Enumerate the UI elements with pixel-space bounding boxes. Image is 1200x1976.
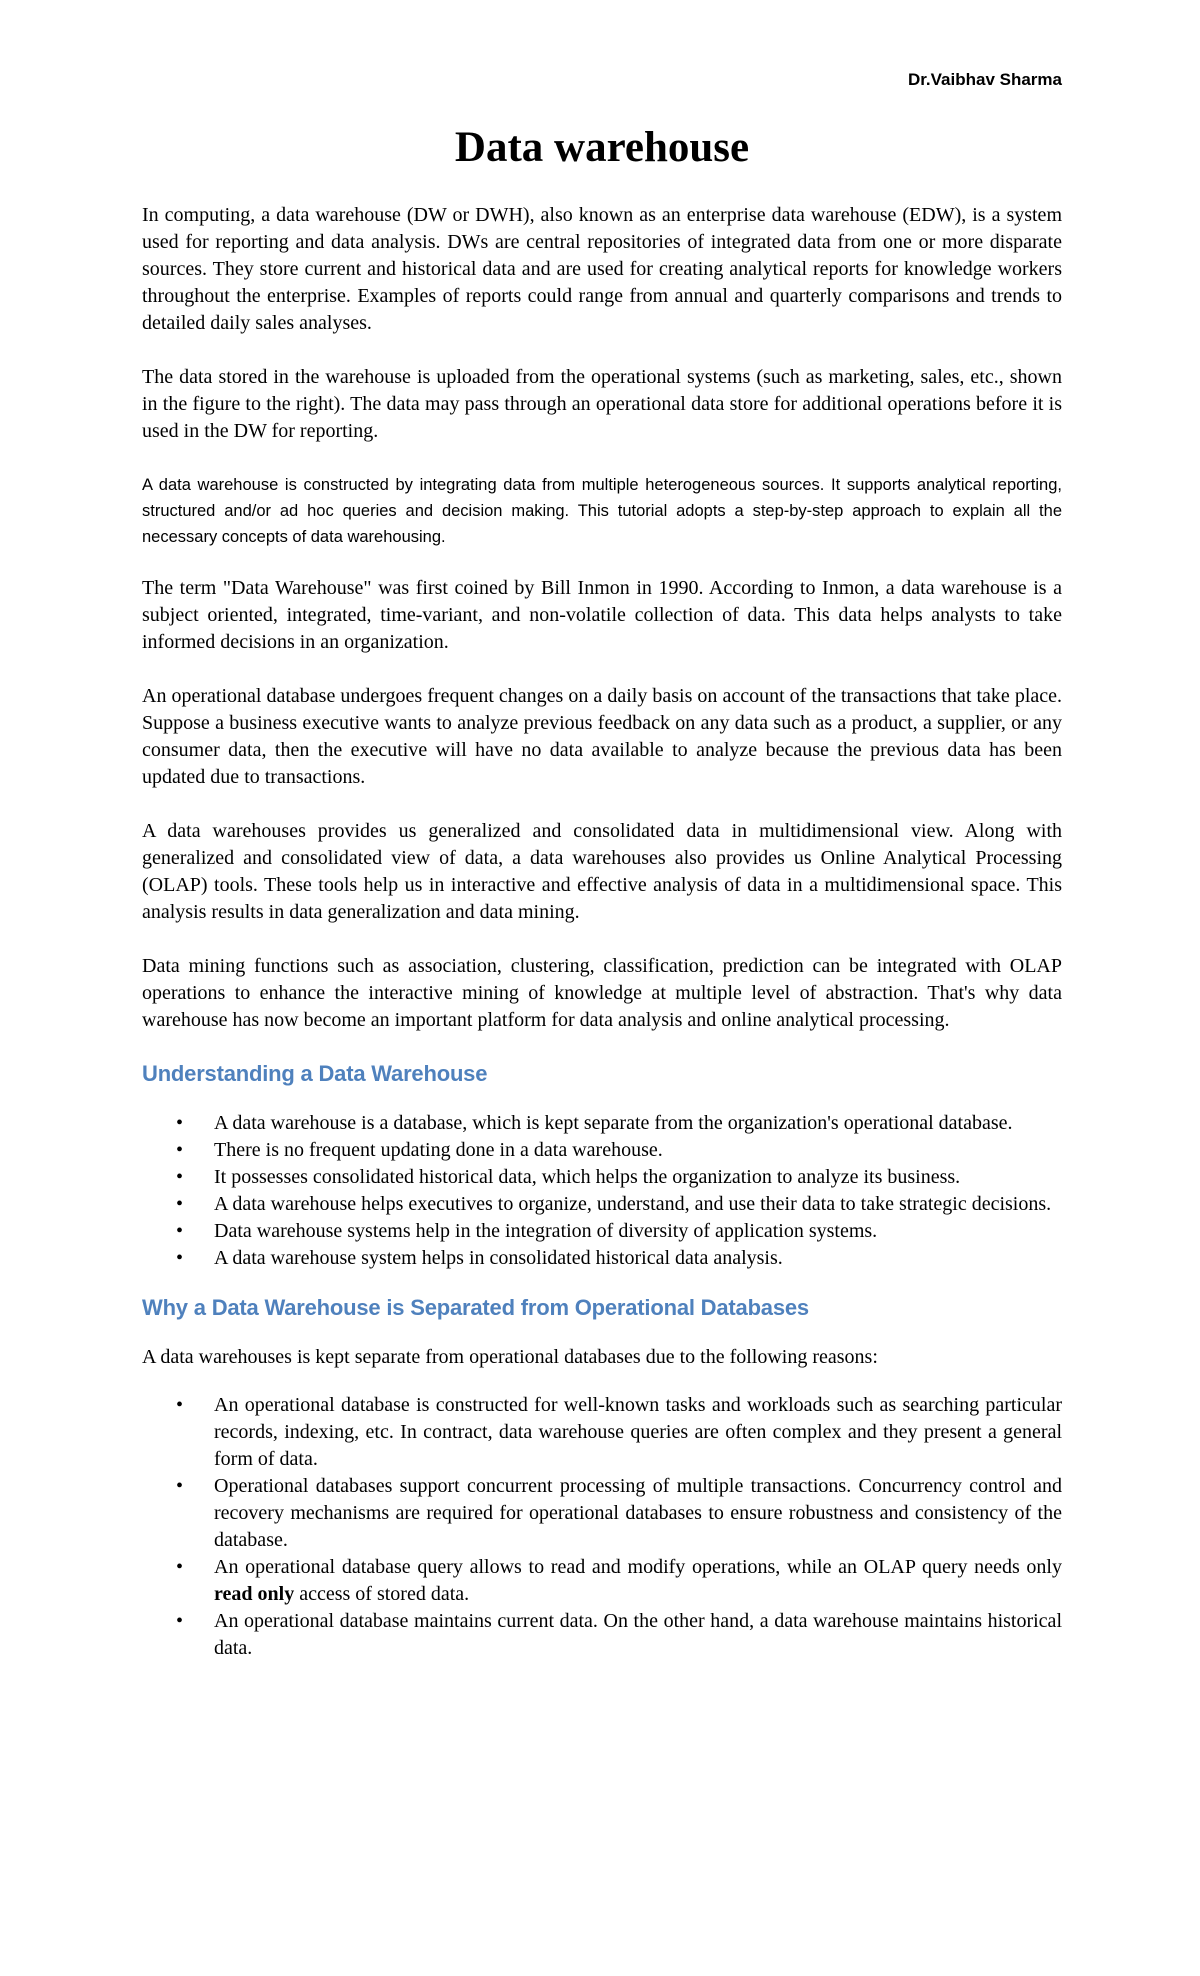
bullet-icon: • (176, 1475, 184, 1497)
bullet-icon: • (176, 1112, 184, 1134)
list-item-text: Operational databases support concurrent processing of multiple transactions. Concurrency control and recovery mechanisms are required for operational databases to ensure robustness and consistency of the database. (214, 1475, 1062, 1551)
paragraph-separation-intro: A data warehouses is kept separate from operational databases due to the following reasons: (142, 1346, 878, 1368)
list-item (142, 1473, 1062, 1554)
paragraph-intro: In computing, a data warehouse (DW or DWH), also known as an enterprise data warehouse (EDW), is a system used for reporting and data analysis. DWs are central repositories of integrated data from one or more disparate sources. They store current and historical data and are used for creating analytical reports for knowledge workers throughout the enterprise. Examples of reports could range from annual and quarterly comparisons and trends to detailed daily sales analyses. (142, 204, 1062, 334)
bullet-icon: • (176, 1394, 184, 1416)
understanding-bullet-list (142, 1110, 1062, 1272)
document-body (142, 202, 1062, 1662)
list-item (142, 1245, 1062, 1272)
section-heading-why-separated: Why a Data Warehouse is Separated from Operational Databases (142, 1295, 809, 1320)
paragraph-operational-systems: The data stored in the warehouse is uploaded from the operational systems (such as marketing, sales, etc., shown in the figure to the right). The data may pass through an operational data store for additional operations before it is used in the DW for reporting. (142, 366, 1062, 442)
list-item-text: An operational database maintains current data. On the other hand, a data warehouse maintains historical data. (214, 1610, 1062, 1659)
paragraph-operational-database: An operational database undergoes frequent changes on a daily basis on account of the transactions that take place. Suppose a business executive wants to analyze previous feedback on any data such as a product, a supplier, or any consumer data, then the executive will have no data available to analyze because the previous data has been updated due to transactions. (142, 685, 1062, 788)
bold-read-only: read only (214, 1583, 295, 1605)
list-item-text: A data warehouse system helps in consolidated historical data analysis. (214, 1247, 783, 1269)
author-name: Dr.Vaibhav Sharma (907, 70, 1062, 89)
list-item-text: An operational database is constructed for well-known tasks and workloads such as searching particular records, indexing, etc. In contract, data warehouse queries are often complex and they present a general form of data. (214, 1394, 1062, 1470)
bullet-icon: • (176, 1556, 184, 1578)
list-item-text: Data warehouse systems help in the integration of diversity of application systems. (214, 1220, 878, 1242)
bullet-icon: • (176, 1139, 184, 1161)
paragraph-inmon: The term "Data Warehouse" was first coined by Bill Inmon in 1990. According to Inmon, a data warehouse is a subject oriented, integrated, time-variant, and non-volatile collection of data. This data helps analysts to take informed decisions in an organization. (142, 577, 1062, 653)
paragraph-data-mining: Data mining functions such as association, clustering, classification, prediction can be integrated with OLAP operations to enhance the interactive mining of knowledge at multiple level of abstraction. That's why data warehouse has now become an important platform for data analysis and online analytical processing. (142, 955, 1062, 1031)
separation-bullet-list (142, 1392, 1062, 1662)
bullet-icon: • (176, 1166, 184, 1188)
document-title: Data warehouse (454, 124, 750, 171)
list-item (142, 1110, 1062, 1137)
list-item-text-before: An operational database query allows to read and modify operations, while an OLAP query needs only (214, 1556, 1062, 1578)
list-item (142, 1164, 1062, 1191)
list-item (142, 1392, 1062, 1473)
list-item-text: There is no frequent updating done in a data warehouse. (214, 1139, 663, 1161)
list-item (142, 1191, 1062, 1218)
list-item-text-after: access of stored data. (294, 1583, 470, 1605)
list-item-text: It possesses consolidated historical data, which helps the organization to analyze its business. (214, 1166, 961, 1188)
list-item (142, 1554, 1062, 1608)
list-item (142, 1137, 1062, 1164)
paragraph-integration: A data warehouse is constructed by integrating data from multiple heterogeneous sources. It supports analytical reporting, structured and/or ad hoc queries and decision making. This tutorial adopts a step-by-step approach to explain all the necessary concepts of data warehousing. (142, 476, 1062, 546)
bullet-icon: • (176, 1247, 184, 1269)
list-item-text: A data warehouse is a database, which is kept separate from the organization's operational database. (214, 1112, 1013, 1134)
list-item (142, 1218, 1062, 1245)
bullet-icon: • (176, 1193, 184, 1215)
section-heading-understanding: Understanding a Data Warehouse (142, 1061, 488, 1086)
bullet-icon: • (176, 1610, 184, 1632)
list-item-text: A data warehouse helps executives to organize, understand, and use their data to take strategic decisions. (214, 1193, 1052, 1215)
paragraph-olap: A data warehouses provides us generalized and consolidated data in multidimensional view. Along with generalized and consolidated view of data, a data warehouses also provides us Online Analytical Processing (OLAP) tools. These tools help us in interactive and effective analysis of data in a multidimensional space. This analysis results in data generalization and data mining. (142, 820, 1062, 923)
bullet-icon: • (176, 1220, 184, 1242)
list-item (142, 1608, 1062, 1662)
